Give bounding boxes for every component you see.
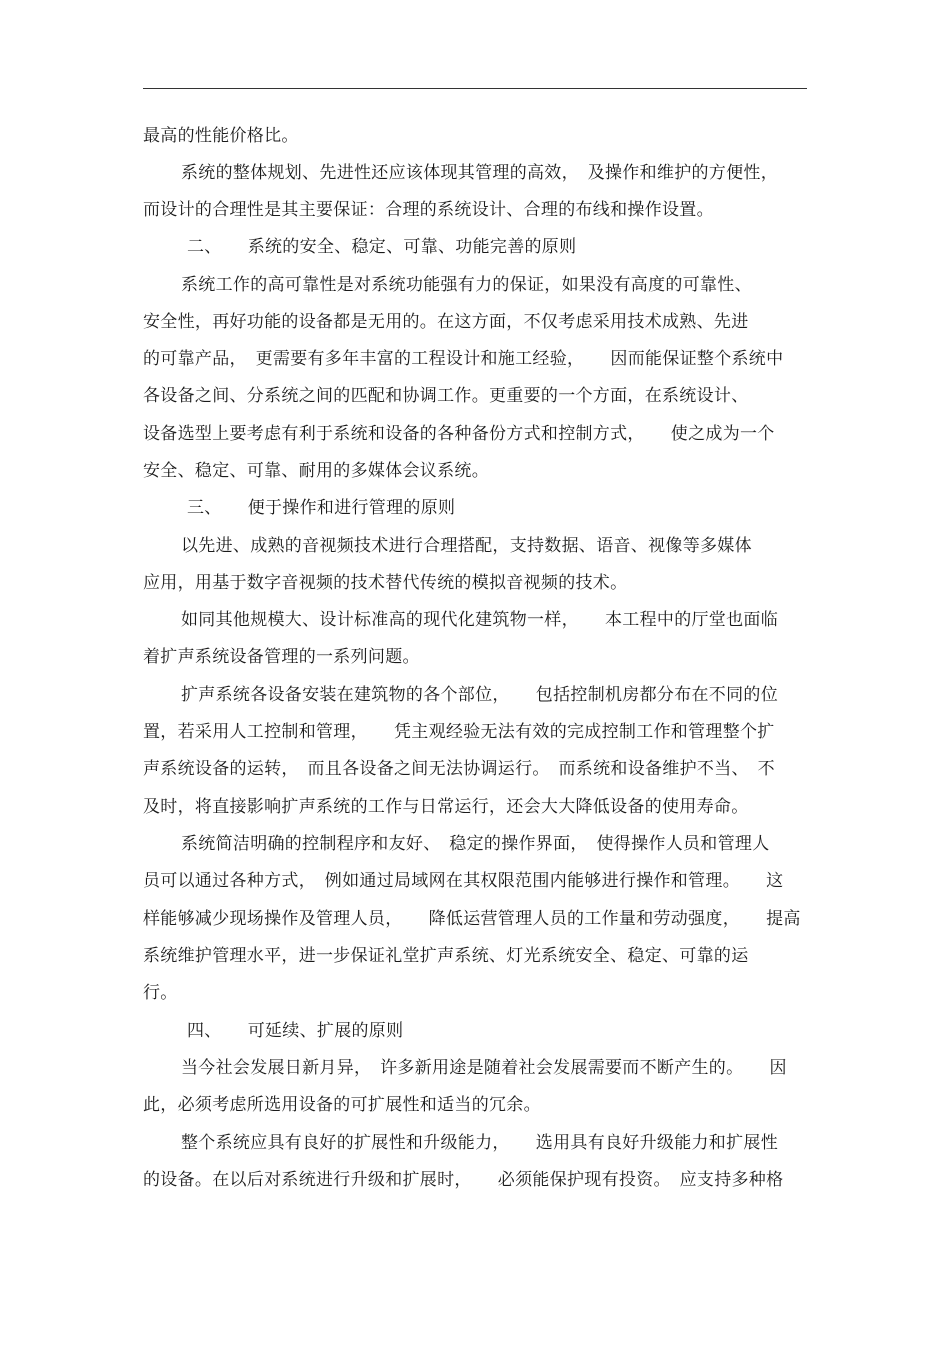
text-line: 扩声系统各设备安装在建筑物的各个部位， 包括控制机房都分布在不同的位 xyxy=(181,685,778,705)
text-line: 当今社会发展日新月异， 许多新用途是随着社会发展需要而不断产生的。 因 xyxy=(181,1058,787,1078)
text-line: 应用，用基于数字音视频的技术替代传统的模拟音视频的技术。 xyxy=(143,573,628,593)
text-line: 系统的整体规划、先进性还应该体现其管理的高效， 及操作和维护的方便性， xyxy=(181,163,778,183)
text-line: 行。 xyxy=(143,983,178,1003)
text-line: 各设备之间、分系统之间的匹配和协调工作。更重要的一个方面，在系统设计、 xyxy=(143,386,749,406)
text-line: 以先进、成熟的音视频技术进行合理搭配，支持数据、语音、视像等多媒体 xyxy=(181,536,752,556)
text-line: 着扩声系统设备管理的一系列问题。 xyxy=(143,647,420,667)
section-heading: 二、 系统的安全、稳定、可靠、功能完善的原则 xyxy=(187,237,577,257)
header-rule xyxy=(143,88,807,89)
text-line: 而设计的合理性是其主要保证：合理的系统设计、合理的布线和操作设置。 xyxy=(143,200,714,220)
text-line: 安全、稳定、可靠、耐用的多媒体会议系统。 xyxy=(143,461,489,481)
section-heading: 四、 可延续、扩展的原则 xyxy=(187,1021,404,1041)
text-line: 如同其他规模大、设计标准高的现代化建筑物一样， 本工程中的厅堂也面临 xyxy=(181,610,778,630)
text-line: 此，必须考虑所选用设备的可扩展性和适当的冗余。 xyxy=(143,1095,541,1115)
text-line: 员可以通过各种方式， 例如通过局域网在其权限范围内能够进行操作和管理。 这 xyxy=(143,871,784,891)
text-line: 系统简洁明确的控制程序和友好、 稳定的操作界面， 使得操作人员和管理人 xyxy=(181,834,770,854)
text-line: 系统工作的高可靠性是对系统功能强有力的保证，如果没有高度的可靠性、 xyxy=(181,275,752,295)
text-line: 的设备。在以后对系统进行升级和扩展时， 必须能保护现有投资。 应支持多种格 xyxy=(143,1170,784,1190)
section-heading: 三、 便于操作和进行管理的原则 xyxy=(187,498,456,518)
text-line: 最高的性能价格比。 xyxy=(143,126,299,146)
text-line: 及时，将直接影响扩声系统的工作与日常运行，还会大大降低设备的使用寿命。 xyxy=(143,797,749,817)
text-line: 样能够减少现场操作及管理人员， 降低运营管理人员的工作量和劳动强度， 提高 xyxy=(143,909,801,929)
text-line: 安全性，再好功能的设备都是无用的。在这方面，不仅考虑采用技术成熟、先进 xyxy=(143,312,749,332)
text-line: 设备选型上要考虑有利于系统和设备的各种备份方式和控制方式， 使之成为一个 xyxy=(143,424,775,444)
text-line: 置，若采用人工控制和管理， 凭主观经验无法有效的完成控制工作和管理整个扩 xyxy=(143,722,775,742)
text-line: 的可靠产品， 更需要有多年丰富的工程设计和施工经验， 因而能保证整个系统中 xyxy=(143,349,784,369)
text-line: 系统维护管理水平，进一步保证礼堂扩声系统、灯光系统安全、稳定、可靠的运 xyxy=(143,946,749,966)
text-line: 整个系统应具有良好的扩展性和升级能力， 选用具有良好升级能力和扩展性 xyxy=(181,1133,778,1153)
text-line: 声系统设备的运转， 而且各设备之间无法协调运行。 而系统和设备维护不当、 不 xyxy=(143,759,775,779)
